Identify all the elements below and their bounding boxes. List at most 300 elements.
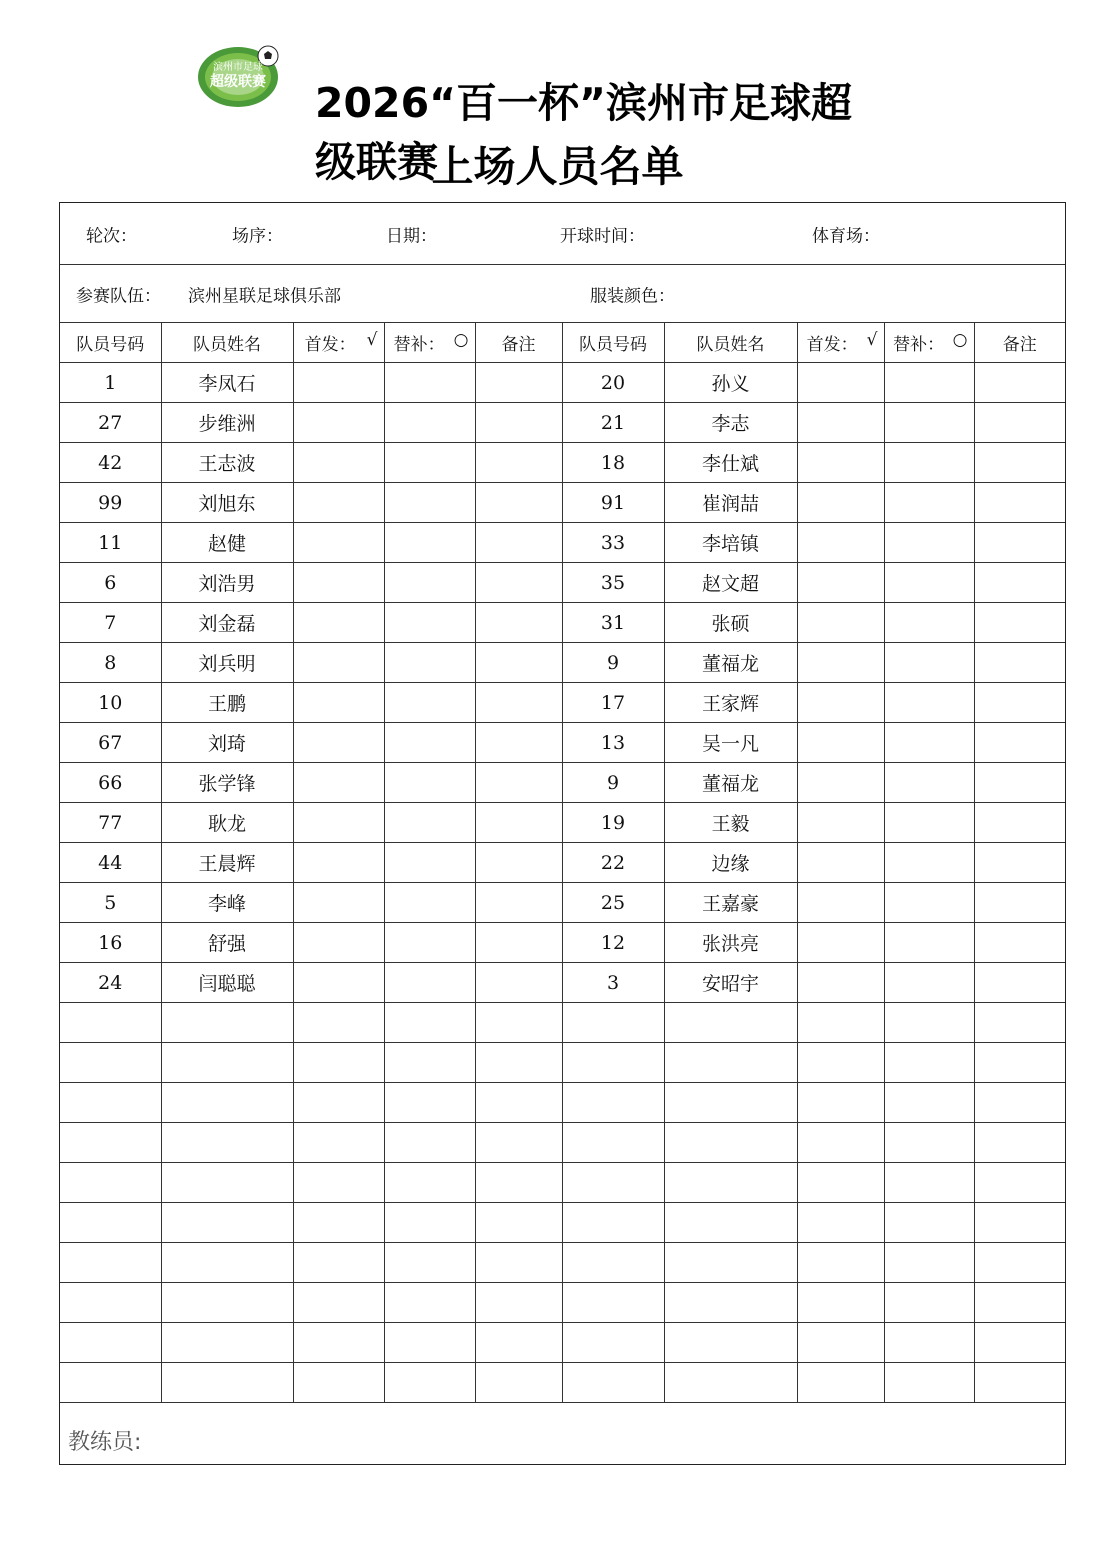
player-number: 99 — [60, 483, 161, 523]
notes-cell[interactable] — [974, 1203, 1065, 1243]
table-row — [60, 1163, 1065, 1203]
player-name-cell[interactable] — [664, 1163, 797, 1203]
player-number: 8 — [60, 643, 161, 683]
sub-cell[interactable] — [884, 443, 974, 483]
starter-cell[interactable] — [797, 763, 884, 803]
col-name: 队员姓名 — [161, 323, 293, 363]
notes-cell[interactable] — [974, 1003, 1065, 1043]
player-name: 刘琦 — [161, 723, 293, 763]
notes-cell[interactable] — [974, 363, 1065, 403]
table-row — [60, 643, 1065, 683]
sub-cell[interactable] — [384, 1283, 475, 1323]
team-label: 参赛队伍： — [76, 286, 161, 306]
player-number: 24 — [60, 963, 161, 1003]
player-number: 9 — [562, 763, 664, 803]
sub-cell[interactable] — [884, 883, 974, 923]
table-row — [60, 603, 1065, 643]
player-name: 舒强 — [161, 923, 293, 963]
player-number: 22 — [562, 843, 664, 883]
notes-cell[interactable] — [974, 1243, 1065, 1283]
player-number-cell[interactable] — [60, 1283, 161, 1323]
sub-cell[interactable] — [884, 1043, 974, 1083]
starter-cell[interactable] — [293, 1243, 384, 1283]
player-number: 16 — [60, 923, 161, 963]
notes-cell[interactable] — [974, 883, 1065, 923]
starter-cell[interactable] — [797, 643, 884, 683]
sub-cell[interactable] — [384, 1363, 475, 1403]
col-sub: 替补： ○ — [884, 323, 974, 363]
player-name-cell[interactable] — [664, 1363, 797, 1403]
player-number-cell[interactable] — [562, 1243, 664, 1283]
starter-cell[interactable] — [293, 363, 384, 403]
notes-cell[interactable] — [974, 723, 1065, 763]
notes-cell[interactable] — [475, 803, 562, 843]
sub-cell[interactable] — [884, 1083, 974, 1123]
notes-cell[interactable] — [974, 1163, 1065, 1203]
team-info-row — [60, 265, 1065, 323]
match-info-row — [60, 203, 1065, 265]
player-number: 1 — [60, 363, 161, 403]
table-row — [60, 883, 1065, 923]
starter-cell[interactable] — [293, 1083, 384, 1123]
player-number-cell[interactable] — [562, 1323, 664, 1363]
player-number: 18 — [562, 443, 664, 483]
starter-cell[interactable] — [293, 1363, 384, 1403]
notes-cell[interactable] — [974, 603, 1065, 643]
player-number: 17 — [562, 683, 664, 723]
player-number: 13 — [562, 723, 664, 763]
starter-cell[interactable] — [797, 1163, 884, 1203]
notes-cell[interactable] — [974, 523, 1065, 563]
sub-cell[interactable] — [384, 1003, 475, 1043]
sub-cell[interactable] — [884, 1363, 974, 1403]
notes-cell[interactable] — [974, 963, 1065, 1003]
table-row — [60, 403, 1065, 443]
player-name-cell[interactable] — [161, 1363, 293, 1403]
player-name: 董福龙 — [664, 643, 797, 683]
starter-cell[interactable] — [293, 1163, 384, 1203]
starter-cell[interactable] — [293, 723, 384, 763]
player-name: 孙义 — [664, 363, 797, 403]
player-name: 刘金磊 — [161, 603, 293, 643]
player-number-cell[interactable] — [60, 1163, 161, 1203]
sub-cell[interactable] — [384, 723, 475, 763]
notes-cell[interactable] — [974, 803, 1065, 843]
player-number-cell[interactable] — [562, 1363, 664, 1403]
notes-cell[interactable] — [974, 683, 1065, 723]
col-number: 队员号码 — [60, 323, 161, 363]
player-name-cell[interactable] — [664, 1283, 797, 1323]
player-name: 李仕斌 — [664, 443, 797, 483]
sub-cell[interactable] — [384, 443, 475, 483]
player-number-cell[interactable] — [60, 1043, 161, 1083]
notes-cell[interactable] — [475, 1243, 562, 1283]
notes-cell[interactable] — [475, 1003, 562, 1043]
notes-cell[interactable] — [475, 883, 562, 923]
player-name-cell[interactable] — [664, 1123, 797, 1163]
notes-cell[interactable] — [974, 1083, 1065, 1123]
starter-cell[interactable] — [797, 1043, 884, 1083]
starter-cell[interactable] — [797, 1083, 884, 1123]
notes-cell[interactable] — [475, 1283, 562, 1323]
starter-cell[interactable] — [293, 803, 384, 843]
starter-cell[interactable] — [293, 843, 384, 883]
coach-label: 教练员: — [68, 1430, 142, 1455]
player-number-cell[interactable] — [60, 1203, 161, 1243]
sub-cell[interactable] — [884, 1243, 974, 1283]
starter-cell[interactable] — [293, 403, 384, 443]
starter-cell[interactable] — [293, 1203, 384, 1243]
player-number: 6 — [60, 563, 161, 603]
sub-cell[interactable] — [884, 1283, 974, 1323]
sub-cell[interactable] — [384, 403, 475, 443]
starter-cell[interactable] — [797, 723, 884, 763]
player-number: 35 — [562, 563, 664, 603]
sub-cell[interactable] — [384, 1163, 475, 1203]
starter-cell[interactable] — [797, 963, 884, 1003]
table-row — [60, 1243, 1065, 1283]
sub-cell[interactable] — [884, 1323, 974, 1363]
table-row — [60, 1123, 1065, 1163]
notes-cell[interactable] — [974, 403, 1065, 443]
player-name: 边缘 — [664, 843, 797, 883]
notes-cell[interactable] — [974, 843, 1065, 883]
sub-cell[interactable] — [384, 803, 475, 843]
sub-cell[interactable] — [884, 523, 974, 563]
player-number: 91 — [562, 483, 664, 523]
notes-cell[interactable] — [475, 1363, 562, 1403]
player-name: 王家辉 — [664, 683, 797, 723]
player-number: 77 — [60, 803, 161, 843]
team-name: 滨州星联足球俱乐部 — [188, 286, 341, 306]
sub-cell[interactable] — [384, 1243, 475, 1283]
col-sub: 替补： ○ — [384, 323, 475, 363]
match-no-label: 场序： — [232, 226, 283, 246]
sub-cell[interactable] — [884, 803, 974, 843]
player-name: 崔润喆 — [664, 483, 797, 523]
sub-cell[interactable] — [384, 483, 475, 523]
player-name: 李培镇 — [664, 523, 797, 563]
player-name-cell[interactable] — [161, 1203, 293, 1243]
player-number: 66 — [60, 763, 161, 803]
player-number-cell[interactable] — [562, 1083, 664, 1123]
starter-cell[interactable] — [797, 1323, 884, 1363]
player-number-cell[interactable] — [562, 1283, 664, 1323]
player-name: 王晨辉 — [161, 843, 293, 883]
starter-cell[interactable] — [293, 1043, 384, 1083]
starter-cell[interactable] — [797, 1363, 884, 1403]
notes-cell[interactable] — [475, 1323, 562, 1363]
sub-cell[interactable] — [384, 883, 475, 923]
starter-cell[interactable] — [293, 1323, 384, 1363]
player-number-cell[interactable] — [60, 1083, 161, 1123]
player-number: 21 — [562, 403, 664, 443]
notes-cell[interactable] — [475, 483, 562, 523]
starter-cell[interactable] — [797, 803, 884, 843]
table-row — [60, 483, 1065, 523]
player-name-cell[interactable] — [161, 1083, 293, 1123]
player-name-cell[interactable] — [664, 1083, 797, 1123]
sub-cell[interactable] — [384, 1123, 475, 1163]
notes-cell[interactable] — [475, 443, 562, 483]
roster-table — [60, 323, 1065, 1403]
sub-cell[interactable] — [884, 843, 974, 883]
starter-cell[interactable] — [797, 683, 884, 723]
sub-cell[interactable] — [384, 963, 475, 1003]
notes-cell[interactable] — [475, 963, 562, 1003]
starter-cell[interactable] — [797, 443, 884, 483]
player-name: 李凤石 — [161, 363, 293, 403]
table-row — [60, 563, 1065, 603]
starter-cell[interactable] — [797, 1003, 884, 1043]
starter-cell[interactable] — [797, 523, 884, 563]
sub-cell[interactable] — [384, 523, 475, 563]
notes-cell[interactable] — [475, 603, 562, 643]
starter-cell[interactable] — [293, 1283, 384, 1323]
notes-cell[interactable] — [475, 563, 562, 603]
notes-cell[interactable] — [974, 763, 1065, 803]
roster-header-row — [60, 323, 1065, 363]
player-name-cell[interactable] — [664, 1003, 797, 1043]
notes-cell[interactable] — [475, 763, 562, 803]
circle-mark-icon: ○ — [952, 330, 968, 350]
table-row — [60, 1083, 1065, 1123]
player-name: 步维洲 — [161, 403, 293, 443]
notes-cell[interactable] — [475, 363, 562, 403]
player-number-cell[interactable] — [562, 1043, 664, 1083]
table-row — [60, 923, 1065, 963]
notes-cell[interactable] — [974, 483, 1065, 523]
player-number-cell[interactable] — [60, 1363, 161, 1403]
sub-cell[interactable] — [384, 1203, 475, 1243]
notes-cell[interactable] — [974, 563, 1065, 603]
starter-cell[interactable] — [293, 443, 384, 483]
player-name-cell[interactable] — [664, 1043, 797, 1083]
sub-cell[interactable] — [384, 603, 475, 643]
player-name: 王志波 — [161, 443, 293, 483]
sub-cell[interactable] — [884, 763, 974, 803]
sub-cell[interactable] — [884, 563, 974, 603]
sub-cell[interactable] — [884, 723, 974, 763]
sub-cell[interactable] — [384, 923, 475, 963]
player-name: 吴一凡 — [664, 723, 797, 763]
starter-cell[interactable] — [797, 563, 884, 603]
player-name: 张洪亮 — [664, 923, 797, 963]
notes-cell[interactable] — [974, 1043, 1065, 1083]
kickoff-label: 开球时间： — [560, 226, 645, 246]
starter-cell[interactable] — [797, 843, 884, 883]
starter-cell[interactable] — [797, 883, 884, 923]
col-notes: 备注 — [974, 323, 1065, 363]
sub-cell[interactable] — [384, 643, 475, 683]
stadium-label: 体育场： — [812, 226, 880, 246]
player-name: 李志 — [664, 403, 797, 443]
starter-cell[interactable] — [293, 483, 384, 523]
sub-cell[interactable] — [884, 963, 974, 1003]
player-name-cell[interactable] — [664, 1243, 797, 1283]
sub-cell[interactable] — [384, 843, 475, 883]
starter-cell[interactable] — [293, 1003, 384, 1043]
player-name: 赵健 — [161, 523, 293, 563]
notes-cell[interactable] — [974, 643, 1065, 683]
starter-cell[interactable] — [293, 563, 384, 603]
table-row — [60, 1003, 1065, 1043]
notes-cell[interactable] — [974, 1363, 1065, 1403]
sub-cell[interactable] — [384, 1323, 475, 1363]
sub-cell[interactable] — [884, 1163, 974, 1203]
table-row — [60, 1203, 1065, 1243]
starter-cell[interactable] — [797, 1283, 884, 1323]
player-number: 42 — [60, 443, 161, 483]
player-number-cell[interactable] — [60, 1123, 161, 1163]
notes-cell[interactable] — [475, 923, 562, 963]
sub-cell[interactable] — [884, 363, 974, 403]
player-number: 20 — [562, 363, 664, 403]
player-name: 王鹏 — [161, 683, 293, 723]
sub-cell[interactable] — [884, 923, 974, 963]
starter-cell[interactable] — [293, 683, 384, 723]
notes-cell[interactable] — [475, 523, 562, 563]
sub-cell[interactable] — [884, 1123, 974, 1163]
starter-cell[interactable] — [797, 1123, 884, 1163]
notes-cell[interactable] — [475, 683, 562, 723]
svg-text:滨州市足球: 滨州市足球 — [213, 62, 263, 73]
player-name: 刘浩男 — [161, 563, 293, 603]
player-name-cell[interactable] — [161, 1003, 293, 1043]
col-starter: 首发： √ — [797, 323, 884, 363]
sub-cell[interactable] — [884, 643, 974, 683]
starter-cell[interactable] — [797, 483, 884, 523]
player-name: 刘兵明 — [161, 643, 293, 683]
sub-cell[interactable] — [384, 363, 475, 403]
table-row — [60, 363, 1065, 403]
notes-cell[interactable] — [475, 1203, 562, 1243]
col-name: 队员姓名 — [664, 323, 797, 363]
notes-cell[interactable] — [475, 403, 562, 443]
starter-cell[interactable] — [293, 763, 384, 803]
player-number: 11 — [60, 523, 161, 563]
player-name: 张硕 — [664, 603, 797, 643]
player-name: 闫聪聪 — [161, 963, 293, 1003]
player-name: 李峰 — [161, 883, 293, 923]
table-row — [60, 723, 1065, 763]
starter-cell[interactable] — [797, 363, 884, 403]
player-name-cell[interactable] — [161, 1323, 293, 1363]
starter-cell[interactable] — [797, 403, 884, 443]
player-number-cell[interactable] — [562, 1003, 664, 1043]
player-number: 31 — [562, 603, 664, 643]
check-mark-icon: √ — [366, 330, 378, 350]
player-number-cell[interactable] — [60, 1003, 161, 1043]
page-subtitle: 上场人员名单 — [431, 142, 684, 191]
player-number-cell[interactable] — [562, 1123, 664, 1163]
player-name: 耿龙 — [161, 803, 293, 843]
sub-cell[interactable] — [884, 603, 974, 643]
notes-cell[interactable] — [475, 1123, 562, 1163]
player-number: 67 — [60, 723, 161, 763]
player-number-cell[interactable] — [60, 1323, 161, 1363]
player-number: 12 — [562, 923, 664, 963]
starter-cell[interactable] — [293, 603, 384, 643]
player-number-cell[interactable] — [562, 1163, 664, 1203]
player-name-cell[interactable] — [664, 1323, 797, 1363]
player-number-cell[interactable] — [60, 1243, 161, 1283]
starter-cell[interactable] — [293, 963, 384, 1003]
table-row — [60, 763, 1065, 803]
notes-cell[interactable] — [475, 843, 562, 883]
starter-cell[interactable] — [293, 643, 384, 683]
sub-cell[interactable] — [884, 403, 974, 443]
player-name: 刘旭东 — [161, 483, 293, 523]
notes-cell[interactable] — [475, 1083, 562, 1123]
player-name: 赵文超 — [664, 563, 797, 603]
starter-cell[interactable] — [293, 883, 384, 923]
player-number-cell[interactable] — [562, 1203, 664, 1243]
starter-cell[interactable] — [797, 1243, 884, 1283]
col-number: 队员号码 — [562, 323, 664, 363]
player-number: 9 — [562, 643, 664, 683]
kit-color-label: 服装颜色： — [590, 286, 675, 306]
notes-cell[interactable] — [475, 643, 562, 683]
notes-cell[interactable] — [974, 923, 1065, 963]
sub-cell[interactable] — [384, 683, 475, 723]
player-name-cell[interactable] — [161, 1043, 293, 1083]
starter-cell[interactable] — [797, 923, 884, 963]
table-row — [60, 1363, 1065, 1403]
table-row — [60, 523, 1065, 563]
notes-cell[interactable] — [974, 443, 1065, 483]
col-starter: 首发： √ — [293, 323, 384, 363]
player-number: 19 — [562, 803, 664, 843]
player-number: 44 — [60, 843, 161, 883]
starter-cell[interactable] — [797, 1203, 884, 1243]
sub-cell[interactable] — [884, 1003, 974, 1043]
sub-cell[interactable] — [384, 1083, 475, 1123]
notes-cell[interactable] — [974, 1123, 1065, 1163]
sub-cell[interactable] — [884, 483, 974, 523]
player-name: 王嘉豪 — [664, 883, 797, 923]
table-row — [60, 963, 1065, 1003]
notes-cell[interactable] — [974, 1323, 1065, 1363]
player-name-cell[interactable] — [161, 1123, 293, 1163]
check-mark-icon: √ — [866, 330, 878, 350]
svg-text:超级联赛: 超级联赛 — [210, 74, 266, 90]
starter-cell[interactable] — [293, 1123, 384, 1163]
table-row — [60, 803, 1065, 843]
notes-cell[interactable] — [475, 1043, 562, 1083]
player-number: 3 — [562, 963, 664, 1003]
starter-cell[interactable] — [293, 523, 384, 563]
player-name-cell[interactable] — [161, 1283, 293, 1323]
circle-mark-icon: ○ — [453, 330, 469, 350]
starter-cell[interactable] — [797, 603, 884, 643]
player-name-cell[interactable] — [161, 1163, 293, 1203]
player-name-cell[interactable] — [664, 1203, 797, 1243]
notes-cell[interactable] — [475, 723, 562, 763]
sub-cell[interactable] — [384, 763, 475, 803]
player-name-cell[interactable] — [161, 1243, 293, 1283]
round-label: 轮次： — [86, 226, 137, 246]
sub-cell[interactable] — [384, 563, 475, 603]
sub-cell[interactable] — [384, 1043, 475, 1083]
notes-cell[interactable] — [475, 1163, 562, 1203]
sub-cell[interactable] — [884, 1203, 974, 1243]
sub-cell[interactable] — [884, 683, 974, 723]
player-name: 王毅 — [664, 803, 797, 843]
notes-cell[interactable] — [974, 1283, 1065, 1323]
starter-cell[interactable] — [293, 923, 384, 963]
player-number: 25 — [562, 883, 664, 923]
